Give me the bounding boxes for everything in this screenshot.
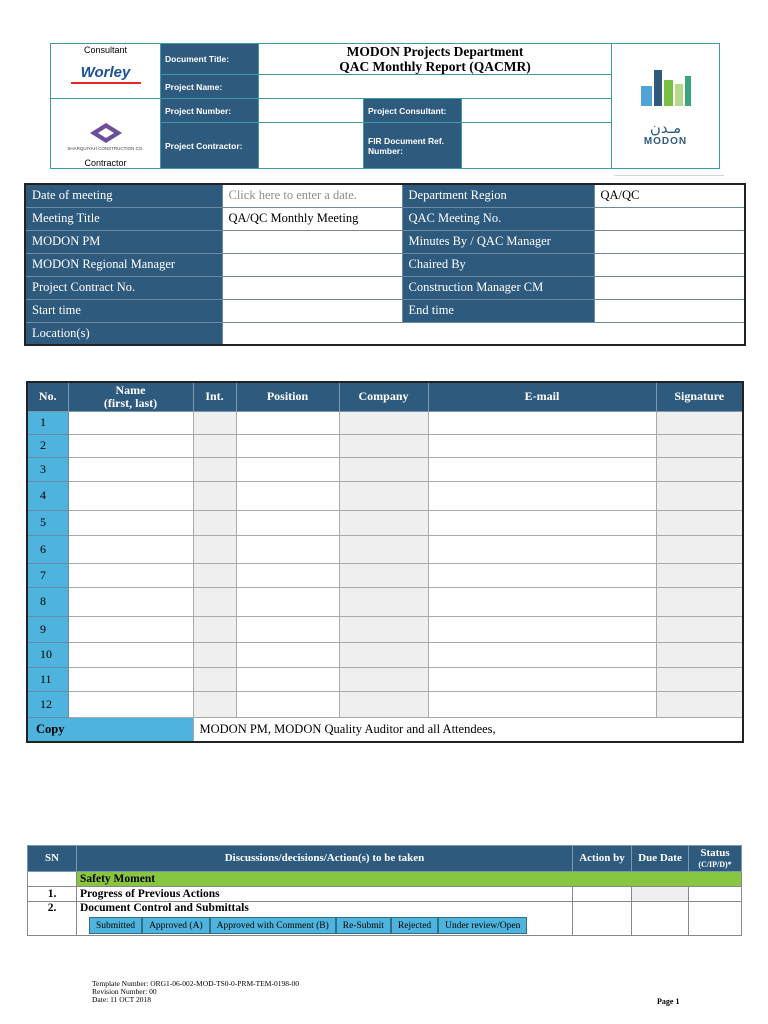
template-number: Template Number: ORG1-06-002-MOD-TS0-0-PRM-TEM-0198-00 [92,979,299,988]
attendee-name[interactable] [68,667,193,691]
attendee-row [27,616,743,642]
item2-status[interactable] [689,902,742,936]
attendee-row [27,481,743,510]
item2-text: Document Control and Submittals [77,902,573,915]
fir-ref-label [364,123,462,169]
item1-status[interactable] [689,887,742,902]
start-time-label: Start time [25,299,222,322]
chaired-by-field[interactable] [594,253,745,276]
attendee-signature[interactable] [656,563,743,587]
attendee-signature[interactable] [656,481,743,510]
status-chip[interactable]: Submitted [89,917,142,934]
modon-wordmark: MODON [643,135,688,147]
logo-bar-1 [641,86,652,106]
col-due-date: Due Date [632,846,689,872]
attendee-signature[interactable] [656,510,743,535]
attendee-row [27,667,743,691]
logo-bar-5 [685,76,691,106]
attendee-number: 6 [27,535,68,563]
modon-logo-icon [636,66,696,118]
status-chip[interactable]: Rejected [391,917,438,934]
attendee-row [27,510,743,535]
minutes-by-label: Minutes By / QAC Manager [402,230,594,253]
contractor-label: Contractor [84,158,127,168]
col-no: No. [27,382,68,411]
modon-arabic: مـدن [649,118,682,137]
construction-manager-label: Construction Manager CM [402,276,594,299]
minutes-by-field[interactable] [594,230,745,253]
end-time-field[interactable] [594,299,745,322]
location-field[interactable] [222,322,745,345]
attendee-signature[interactable] [656,642,743,667]
col-int: Int. [193,382,236,411]
worley-logo: Worley [80,64,131,81]
attendee-name[interactable] [68,481,193,510]
attendee-number: 1 [27,411,68,434]
regional-manager-field[interactable] [222,253,402,276]
qac-no-field[interactable] [594,207,745,230]
attendee-company[interactable] [339,667,428,691]
attendee-position[interactable] [236,642,339,667]
attendee-company[interactable] [339,691,428,717]
attendee-position[interactable] [236,616,339,642]
col-name-line1: Name [115,382,146,397]
contractor-logo-text: SHARQUIYAH CONSTRUCTION CO. [67,146,144,151]
attendee-number: 5 [27,510,68,535]
footer-date: Date: 11 OCT 2018 [92,995,151,1004]
attendee-row [27,535,743,563]
safety-sn [28,872,77,887]
attendee-company[interactable] [339,510,428,535]
status-chip-cell [77,914,573,935]
logo-bar-4 [675,84,683,106]
attendee-position[interactable] [236,434,339,457]
col-status [689,846,742,872]
attendee-number: 11 [27,667,68,691]
fir-ref-label-line2: Number: [368,145,403,156]
project-number-field[interactable] [259,99,364,123]
attendee-position[interactable] [236,587,339,616]
project-contractor-label: Project Contractor: [161,123,259,169]
attendee-email[interactable] [428,481,656,510]
construction-manager-field[interactable] [594,276,745,299]
attendee-signature[interactable] [656,434,743,457]
regional-manager-label: MODON Regional Manager [25,253,222,276]
attendee-email[interactable] [428,510,656,535]
attendee-int[interactable] [193,667,236,691]
attendee-company[interactable] [339,457,428,481]
attendee-int[interactable] [193,510,236,535]
attendee-name[interactable] [68,616,193,642]
header-divider [614,175,724,176]
logo-bar-3 [664,80,673,106]
meeting-title-label: Meeting Title [25,207,222,230]
item2-due-date[interactable] [632,902,689,936]
attendee-email[interactable] [428,691,656,717]
status-chip[interactable]: Approved (A) [142,917,210,934]
attendee-int[interactable] [193,587,236,616]
attendee-int[interactable] [193,481,236,510]
attendee-signature[interactable] [656,616,743,642]
attendee-position[interactable] [236,457,339,481]
item2-sn: 2. [28,902,77,936]
meeting-title-field[interactable]: QA/QC Monthly Meeting [222,207,402,230]
report-title: QAC Monthly Report (QACMR) [339,59,531,74]
attendee-company[interactable] [339,563,428,587]
col-company: Company [339,382,428,411]
attendee-name[interactable] [68,535,193,563]
attendee-email[interactable] [428,457,656,481]
dept-region-label: Department Region [402,184,594,207]
attendee-signature[interactable] [656,535,743,563]
discussion-table [27,845,742,936]
col-discussion: Discussions/decisions/Action(s) to be taken [77,846,573,872]
attendee-name[interactable] [68,691,193,717]
attendee-company[interactable] [339,587,428,616]
attendee-name[interactable] [68,434,193,457]
page-number: Page 1 [657,997,680,1006]
footer [92,980,299,1004]
attendee-int[interactable] [193,535,236,563]
attendee-name[interactable] [68,457,193,481]
item1-due-date[interactable] [632,887,689,902]
col-signature: Signature [656,382,743,411]
modon-pm-label: MODON PM [25,230,222,253]
col-position: Position [236,382,339,411]
worley-logo-underline [71,82,141,84]
qac-no-label: QAC Meeting No. [402,207,594,230]
attendee-email[interactable] [428,434,656,457]
consultant-logo-cell [51,44,161,99]
attendee-number: 4 [27,481,68,510]
project-consultant-field[interactable] [462,99,612,123]
attendee-number: 10 [27,642,68,667]
attendee-number: 12 [27,691,68,717]
attendee-position[interactable] [236,535,339,563]
contractor-logo-cell [51,99,161,169]
revision-number: Revision Number: 00 [92,987,157,996]
col-status-line2: (C/IP/D)* [698,859,732,869]
attendee-signature[interactable] [656,691,743,717]
contract-no-field[interactable] [222,276,402,299]
col-status-line1: Status [700,846,730,859]
attendee-int[interactable] [193,691,236,717]
attendee-position[interactable] [236,691,339,717]
attendee-int[interactable] [193,563,236,587]
attendee-email[interactable] [428,587,656,616]
meeting-info-table [24,183,746,346]
modon-pm-field[interactable] [222,230,402,253]
location-label: Location(s) [25,322,222,345]
attendee-number: 3 [27,457,68,481]
col-email: E-mail [428,382,656,411]
attendee-email[interactable] [428,535,656,563]
document-header [50,43,720,169]
attendee-int[interactable] [193,616,236,642]
copy-value[interactable]: MODON PM, MODON Quality Auditor and all Attendees, [193,717,743,742]
attendee-int[interactable] [193,434,236,457]
attendee-row [27,642,743,667]
attendee-row [27,457,743,481]
attendee-number: 8 [27,587,68,616]
attendee-signature[interactable] [656,587,743,616]
attendee-position[interactable] [236,510,339,535]
chaired-by-label: Chaired By [402,253,594,276]
attendee-email[interactable] [428,411,656,434]
attendee-company[interactable] [339,481,428,510]
attendee-row [27,411,743,434]
dept-region-field[interactable]: QA/QC [594,184,745,207]
end-time-label: End time [402,299,594,322]
attendee-int[interactable] [193,642,236,667]
item1-text: Progress of Previous Actions [77,887,573,902]
attendee-row [27,691,743,717]
status-chip[interactable]: Re-Submit [336,917,391,934]
attendee-position[interactable] [236,411,339,434]
attendee-email[interactable] [428,667,656,691]
fir-ref-label-line1: FIR Document Ref. [368,135,445,146]
attendee-company[interactable] [339,434,428,457]
attendee-number: 2 [27,434,68,457]
project-consultant-label: Project Consultant: [364,99,462,123]
document-title-label: Document Title: [161,44,259,75]
document-title [259,44,612,75]
fir-ref-field[interactable] [462,123,612,169]
attendee-name[interactable] [68,411,193,434]
project-contractor-field[interactable] [259,123,364,169]
attendee-position[interactable] [236,667,339,691]
attendee-int[interactable] [193,457,236,481]
col-name [68,382,193,411]
date-label: Date of meeting [25,184,222,207]
col-sn: SN [28,846,77,872]
project-number-label: Project Number: [161,99,259,123]
attendee-int[interactable] [193,411,236,434]
attendee-name[interactable] [68,587,193,616]
project-name-field[interactable] [259,75,612,99]
contractor-logo-icon [88,122,124,144]
attendee-name[interactable] [68,642,193,667]
attendee-row [27,434,743,457]
col-name-line2: (first, last) [103,395,158,410]
project-name-label: Project Name: [161,75,259,99]
attendee-email[interactable] [428,642,656,667]
item1-sn: 1. [28,887,77,902]
attendee-name[interactable] [68,510,193,535]
contract-no-label: Project Contract No. [25,276,222,299]
attendee-row [27,587,743,616]
attendance-table [26,381,744,743]
item2-action-by[interactable] [573,902,632,936]
attendee-number: 9 [27,616,68,642]
attendee-position[interactable] [236,563,339,587]
attendee-company[interactable] [339,535,428,563]
dept-title: MODON Projects Department [346,44,524,59]
attendee-signature[interactable] [656,457,743,481]
status-chip[interactable]: Approved with Comment (B) [210,917,336,934]
status-chip-row [77,915,572,934]
safety-moment-row: Safety Moment [77,872,742,887]
attendee-company[interactable] [339,411,428,434]
logo-bar-2 [654,70,662,106]
consultant-label: Consultant [83,45,128,55]
attendee-number: 7 [27,563,68,587]
attendee-email[interactable] [428,616,656,642]
attendee-signature[interactable] [656,411,743,434]
copy-label: Copy [27,717,193,742]
attendee-email[interactable] [428,563,656,587]
attendee-company[interactable] [339,642,428,667]
start-time-field[interactable] [222,299,402,322]
status-chip[interactable]: Under review/Open [438,917,527,934]
modon-logo-cell [612,44,720,169]
col-action-by: Action by [573,846,632,872]
attendee-row [27,563,743,587]
attendee-signature[interactable] [656,667,743,691]
date-field[interactable]: Click here to enter a date. [222,184,402,207]
attendee-company[interactable] [339,616,428,642]
item1-action-by[interactable] [573,887,632,902]
attendee-position[interactable] [236,481,339,510]
attendee-name[interactable] [68,563,193,587]
